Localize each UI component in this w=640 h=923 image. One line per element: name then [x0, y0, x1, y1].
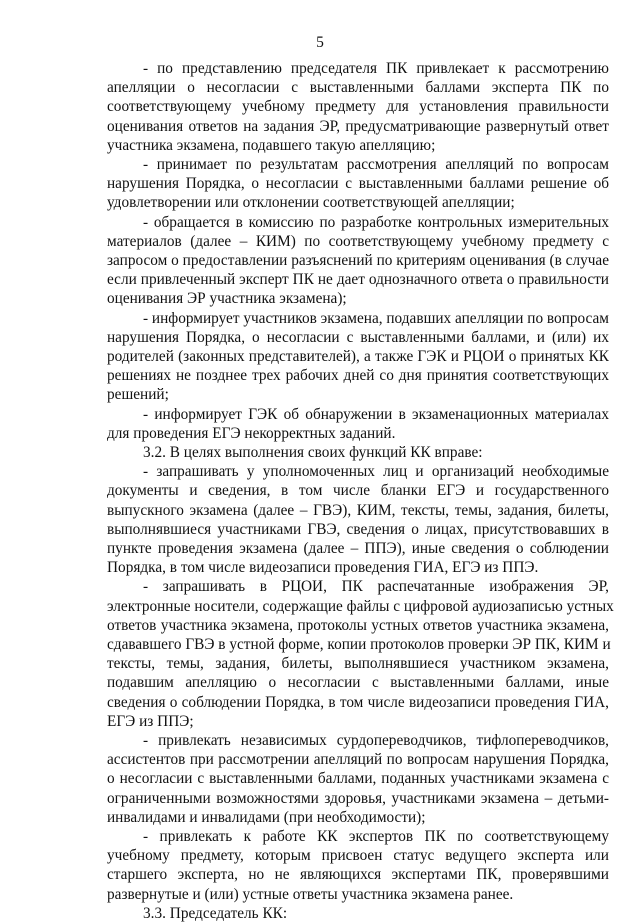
- paragraph-line: если привлеченный эксперт ПК не дает однозначного ответа о правильности: [107, 271, 609, 289]
- paragraph-line: - привлекать к работе КК экспертов ПК по соответствующему: [143, 828, 609, 845]
- paragraph-line: - запрашивать у уполномоченных лиц и организаций необходимые: [143, 463, 609, 481]
- paragraph-line: инвалидами и инвалидами (при необходимости);: [107, 808, 426, 826]
- paragraph-line: решений;: [107, 386, 169, 404]
- paragraph-line: Порядка, в том числе видеозаписи проведения ГИА, ЕГЭ из ППЭ.: [107, 559, 539, 577]
- paragraph-line: сдававшего ГВЭ в устной форме, копии протоколов проверки ЭР ПК, КИМ и: [107, 636, 611, 653]
- paragraph-line: ограниченными возможностями здоровья, участниками экзамена – детьми-: [107, 789, 609, 807]
- paragraph-line: материалов (далее – КИМ) по соответствующему учебному предмету с: [107, 232, 609, 250]
- paragraph-line: апелляции о несогласии с выставленными баллами эксперта ПК по: [107, 79, 609, 97]
- paragraph-line: нарушения Порядка, о несогласии с выставленными баллами решение об: [107, 175, 609, 193]
- paragraph-line: ответов участника экзамена, протоколы устных ответов участника экзамена,: [107, 616, 609, 634]
- paragraph-line: решениях не позднее трех рабочих дней со дня принятия соответствующих: [107, 367, 609, 385]
- paragraph-line: соответствующему учебному предмету для установления правильности: [107, 98, 609, 116]
- paragraph-line: - информирует участников экзамена, подавших апелляции по вопросам: [143, 309, 609, 327]
- paragraph-line: удовлетворении или отклонении соответствующей апелляции;: [107, 194, 515, 212]
- paragraph-line: - привлекать независимых сурдопереводчиков, тифлопереводчиков,: [143, 732, 609, 749]
- paragraph-line: электронные носители, содержащие файлы с цифровой аудиозаписью устных: [107, 597, 614, 615]
- paragraph-line: оценивания ответов на задания ЭР, предусматривающие развернутый ответ: [107, 117, 609, 135]
- paragraph-line: - информирует ГЭК об обнаружении в экзаменационных материалах: [143, 405, 609, 423]
- paragraph-line: 3.2. В целях выполнения своих функций КК вправе:: [143, 444, 483, 461]
- paragraph-line: - принимает по результатам рассмотрения апелляций по вопросам: [143, 156, 609, 173]
- paragraph-line: нарушения Порядка, о несогласии с выставленными баллами, и (или) их: [107, 328, 609, 346]
- paragraph-line: развернутые и (или) устные ответы участника экзамена ранее.: [107, 885, 514, 903]
- paragraph-line: выпускного экзамена (далее – ГВЭ), КИМ, тексты, темы, задания, билеты,: [107, 501, 609, 519]
- paragraph-line: ассистентов при рассмотрении апелляций по вопросам нарушения Порядка,: [107, 751, 609, 769]
- page-number: 5: [316, 34, 324, 51]
- paragraph-line: оценивания ЭР участника экзамена);: [107, 290, 347, 308]
- paragraph-line: родителей (законных представителей), а также ГЭК и РЦОИ о принятых КК: [107, 348, 609, 365]
- paragraph-line: - запрашивать в РЦОИ, ПК распечатанные изображения ЭР,: [143, 578, 609, 596]
- paragraph-line: - обращается в комиссию по разработке контрольных измерительных: [143, 213, 609, 231]
- paragraph-line: пункте проведения экзамена (далее – ППЭ), иные сведения о соблюдении: [107, 540, 609, 557]
- paragraph-line: участника экзамена, подавшего такую апелляцию;: [107, 136, 436, 154]
- paragraph-line: 3.3. Председатель КК:: [143, 904, 288, 922]
- paragraph-line: старшего эксперта, но не являющихся экспертами ПК, проверявшими: [107, 866, 609, 884]
- paragraph-line: документы и сведения, в том числе бланки ЕГЭ и государственного: [107, 482, 609, 500]
- paragraph-line: запросом о предоставлении разъяснений по критериям оценивания (в случае: [107, 252, 609, 269]
- paragraph-line: ЕГЭ из ППЭ;: [107, 712, 194, 730]
- paragraph-line: учебному предмету, которым присвоен статус ведущего эксперта или: [107, 847, 609, 865]
- paragraph-line: тексты, темы, задания, билеты, выполнявшиеся участником экзамена,: [107, 655, 609, 673]
- paragraph-line: - по представлению председателя ПК привлекает к рассмотрению: [143, 60, 609, 77]
- paragraph-line: подавшим апелляцию о несогласии с выставленными баллами, иные: [107, 674, 609, 692]
- paragraph-line: о несогласии с выставленными баллами, поданных участниками экзамена с: [107, 770, 609, 788]
- paragraph-line: сведения о соблюдении Порядка, в том числе видеозаписи проведения ГИА,: [107, 693, 609, 711]
- paragraph-line: выполнявшиеся участниками ГВЭ, сведения о лицах, присутствовавших в: [107, 520, 609, 538]
- paragraph-line: для проведения ЕГЭ некорректных заданий.: [107, 424, 396, 442]
